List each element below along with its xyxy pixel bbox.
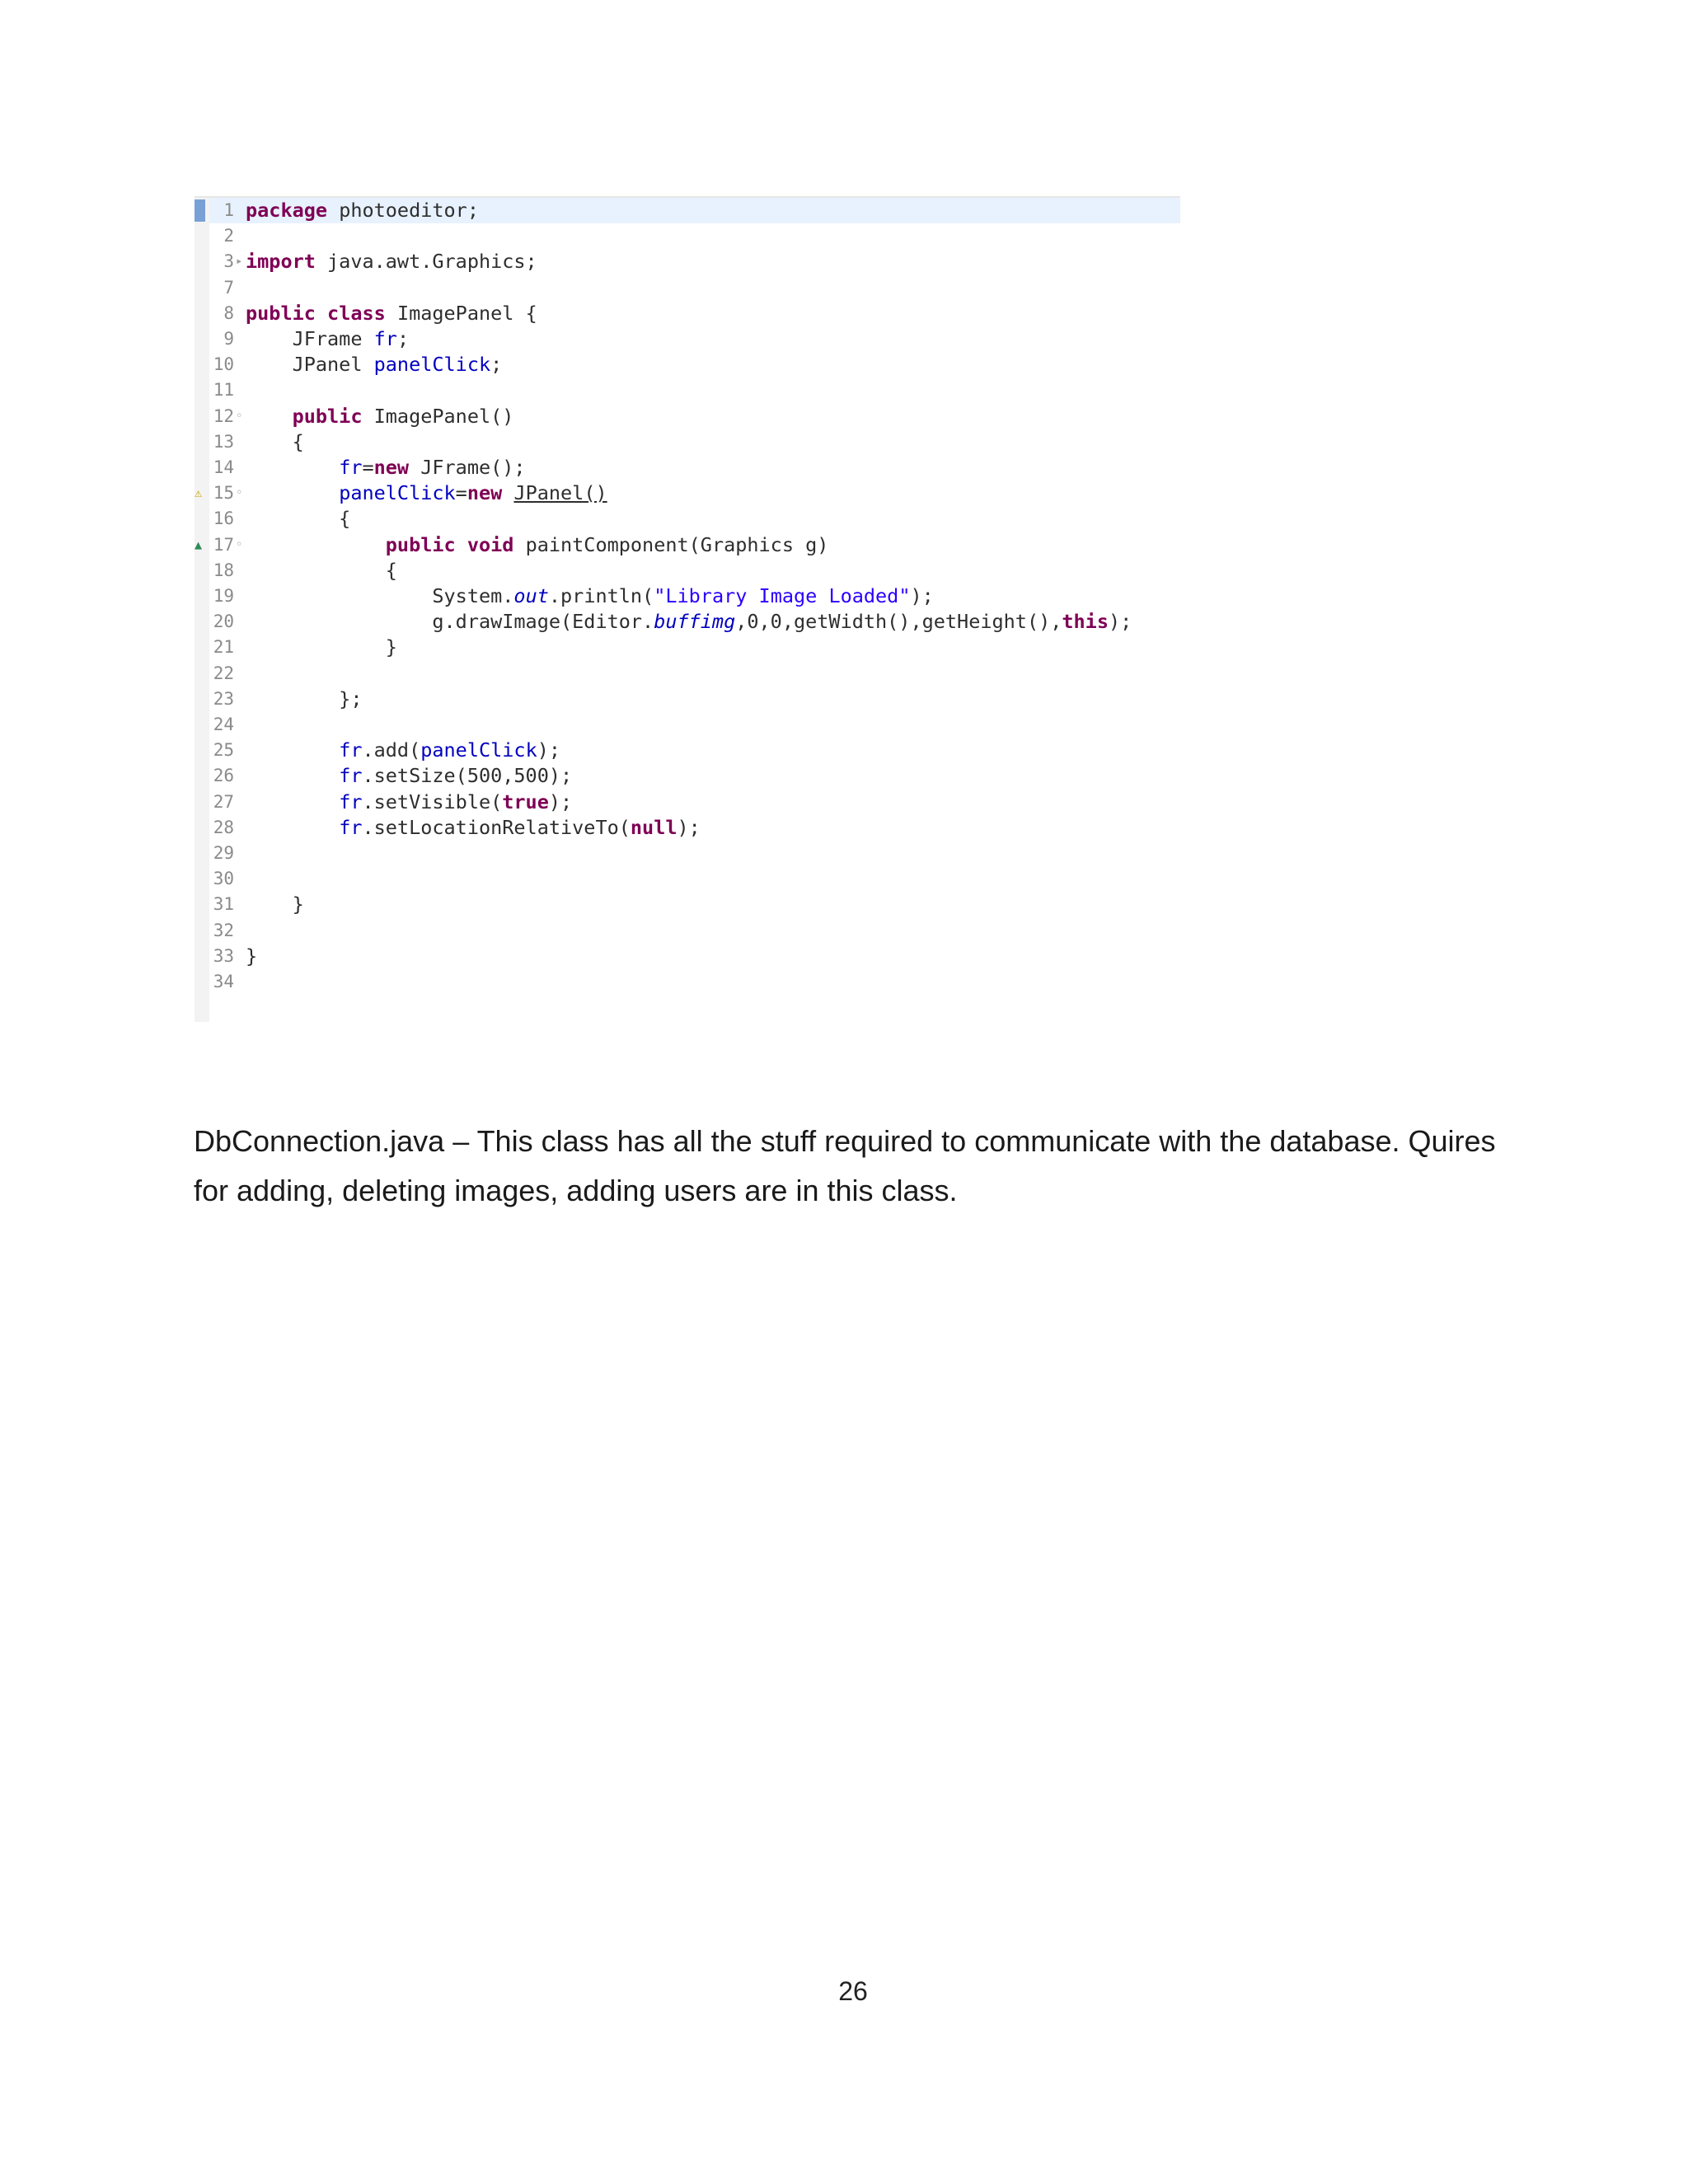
- line-number: 22: [213, 663, 234, 683]
- line-number: 9: [223, 329, 234, 349]
- code-line: [195, 790, 1180, 815]
- code-line: [195, 506, 1180, 532]
- code-token: fr: [339, 764, 363, 788]
- code-token: import: [246, 250, 316, 274]
- code-text: [246, 249, 537, 274]
- code-token: [316, 302, 327, 325]
- line-number: 33: [213, 945, 234, 966]
- code-token: }: [246, 893, 304, 916]
- code-line: [195, 687, 1180, 712]
- code-token: }: [246, 944, 258, 968]
- code-editor-screenshot: [195, 198, 1180, 1022]
- code-token: );: [677, 815, 701, 839]
- line-number: 27: [213, 791, 234, 812]
- line-number: 19: [213, 586, 234, 606]
- code-line: [195, 377, 1180, 403]
- code-token: fr: [339, 790, 363, 813]
- line-number: 7: [223, 277, 234, 298]
- collapse-fold-icon[interactable]: ◦: [236, 537, 243, 551]
- code-text: [246, 532, 828, 558]
- code-token: "Library Image Loaded": [654, 584, 911, 607]
- code-token: .setLocationRelativeTo(: [362, 815, 631, 839]
- line-number: 30: [213, 869, 234, 889]
- code-token: out: [513, 584, 549, 607]
- code-token: JPanel(): [513, 481, 607, 505]
- code-token: =: [455, 481, 467, 505]
- code-text: [246, 455, 526, 480]
- paragraph-line-1: DbConnection.java – This class has all the stuff required to communicate with the database. Quires: [194, 1124, 1496, 1158]
- line-number: 23: [213, 688, 234, 709]
- code-text: [246, 635, 397, 660]
- line-number: 24: [213, 715, 234, 734]
- line-number: 29: [213, 843, 234, 863]
- collapse-fold-icon[interactable]: ◦: [236, 486, 243, 500]
- code-token: JFrame: [246, 327, 374, 350]
- code-line: [195, 275, 1180, 301]
- code-text: [246, 763, 572, 789]
- code-token: fr: [373, 327, 397, 350]
- code-token: };: [246, 687, 363, 710]
- code-line: [195, 352, 1180, 377]
- code-text: [246, 506, 350, 532]
- code-line: [195, 892, 1180, 917]
- code-token: photoeditor;: [327, 199, 479, 222]
- code-text: [246, 687, 362, 712]
- line-number: 8: [223, 302, 234, 323]
- override-icon: ▲: [195, 537, 203, 552]
- code-token: [246, 456, 339, 479]
- code-line: [195, 609, 1180, 635]
- code-token: .add(: [362, 738, 421, 762]
- code-line: [195, 326, 1180, 352]
- code-token: );: [910, 584, 934, 607]
- code-token: panelClick: [420, 738, 537, 762]
- code-line: [195, 763, 1180, 789]
- line-number: 18: [213, 560, 234, 580]
- code-token: );: [1108, 610, 1132, 634]
- code-token: }: [246, 635, 397, 659]
- code-line: [195, 249, 1180, 274]
- code-line: [195, 532, 1180, 558]
- code-text: [246, 738, 560, 763]
- paragraph-line-2: for adding, deleting images, adding users are in this class.: [194, 1174, 958, 1207]
- code-token: [456, 533, 467, 556]
- page-number: 26: [838, 1976, 868, 2006]
- line-number: 3: [223, 251, 234, 272]
- code-text: [246, 352, 502, 377]
- code-text: [246, 583, 934, 609]
- code-token: [246, 764, 339, 787]
- code-token: ImagePanel {: [385, 301, 537, 325]
- code-text: [246, 790, 572, 815]
- code-line: [195, 455, 1180, 480]
- line-number: 2: [223, 226, 234, 246]
- code-line: [195, 815, 1180, 841]
- code-line: [195, 635, 1180, 660]
- code-token: [246, 738, 339, 762]
- code-token: ;: [490, 353, 503, 377]
- code-token: [246, 816, 339, 839]
- code-token: fr: [339, 738, 363, 762]
- code-text: [246, 815, 701, 841]
- code-token: void: [467, 532, 514, 556]
- line-number: 16: [213, 509, 234, 529]
- line-number: 25: [213, 740, 234, 761]
- line-number: 17: [213, 534, 234, 555]
- code-text: [246, 892, 304, 917]
- code-token: panelClick: [339, 481, 456, 505]
- code-token: true: [502, 790, 549, 813]
- code-token: new: [467, 481, 503, 505]
- code-line: [195, 480, 1180, 506]
- code-token: [502, 481, 513, 504]
- code-token: .setVisible(: [362, 790, 503, 813]
- code-token: JFrame();: [409, 456, 526, 479]
- code-token: );: [537, 738, 561, 762]
- code-line: [195, 866, 1180, 892]
- code-token: panelClick: [373, 353, 491, 377]
- code-token: buffimg: [654, 610, 736, 634]
- code-line: [195, 738, 1180, 763]
- code-line: [195, 841, 1180, 866]
- line-number: 13: [213, 431, 234, 452]
- code-line: [195, 301, 1180, 326]
- line-number: 14: [213, 457, 234, 477]
- code-token: ,0,0,getWidth(),getHeight(),: [735, 610, 1062, 634]
- code-token: fr: [339, 456, 363, 479]
- code-text: [246, 609, 1132, 635]
- code-line: [195, 944, 1180, 969]
- code-token: [246, 533, 386, 556]
- warning-icon: ⚠: [195, 485, 203, 501]
- code-token: );: [548, 790, 573, 813]
- code-line: [195, 583, 1180, 609]
- code-token: public: [292, 404, 363, 428]
- code-token: package: [246, 199, 328, 222]
- body-paragraph: [194, 1117, 1512, 1216]
- code-token: JPanel: [246, 353, 374, 377]
- code-line: [195, 429, 1180, 455]
- line-number: 12: [213, 405, 234, 426]
- code-token: null: [630, 815, 678, 839]
- line-number: 31: [213, 894, 234, 915]
- code-token: fr: [339, 815, 363, 839]
- code-line: [195, 558, 1180, 583]
- code-token: [246, 481, 339, 504]
- code-line: [195, 969, 1180, 995]
- line-number: 20: [213, 612, 234, 632]
- code-token: [246, 790, 339, 813]
- code-token: {: [246, 507, 351, 531]
- code-text: [246, 326, 409, 352]
- code-token: System.: [246, 584, 514, 607]
- code-text: [246, 429, 304, 455]
- code-line: [195, 198, 1180, 223]
- code-line: [195, 918, 1180, 944]
- line-number: 32: [213, 920, 234, 940]
- code-token: g.drawImage(Editor.: [246, 610, 654, 634]
- code-token: new: [373, 456, 410, 479]
- line-number: 34: [213, 972, 234, 991]
- line-number: 28: [213, 817, 234, 837]
- code-token: .println(: [548, 584, 654, 607]
- expand-fold-icon[interactable]: ▸: [236, 255, 243, 269]
- code-text: [246, 944, 257, 969]
- code-line: [195, 661, 1180, 687]
- code-text: [246, 480, 607, 506]
- line-number: 1: [223, 200, 234, 220]
- code-token: {: [246, 558, 397, 582]
- code-token: paintComponent(Graphics g): [513, 532, 829, 556]
- line-number: 26: [213, 766, 234, 786]
- code-token: public: [246, 301, 316, 325]
- line-number: 11: [213, 380, 234, 401]
- code-token: .setSize(500,500);: [362, 764, 573, 788]
- code-text: [246, 301, 537, 326]
- code-text: [246, 558, 397, 583]
- code-line: [195, 404, 1180, 429]
- code-token: this: [1062, 610, 1109, 634]
- line-number: 21: [213, 637, 234, 658]
- collapse-fold-icon[interactable]: ◦: [236, 409, 243, 423]
- code-line: [195, 712, 1180, 738]
- code-line: [195, 223, 1180, 249]
- code-token: ;: [396, 327, 410, 350]
- code-token: ImagePanel(): [362, 404, 514, 428]
- code-token: [246, 405, 293, 428]
- code-token: public: [385, 532, 456, 556]
- line-number: 15: [213, 483, 234, 504]
- code-token: {: [246, 429, 304, 453]
- code-token: class: [327, 301, 386, 325]
- line-number: 10: [213, 354, 234, 375]
- code-token: =: [362, 456, 374, 479]
- code-token: java.awt.Graphics;: [315, 250, 537, 274]
- code-text: [246, 404, 513, 429]
- code-text: [246, 198, 479, 223]
